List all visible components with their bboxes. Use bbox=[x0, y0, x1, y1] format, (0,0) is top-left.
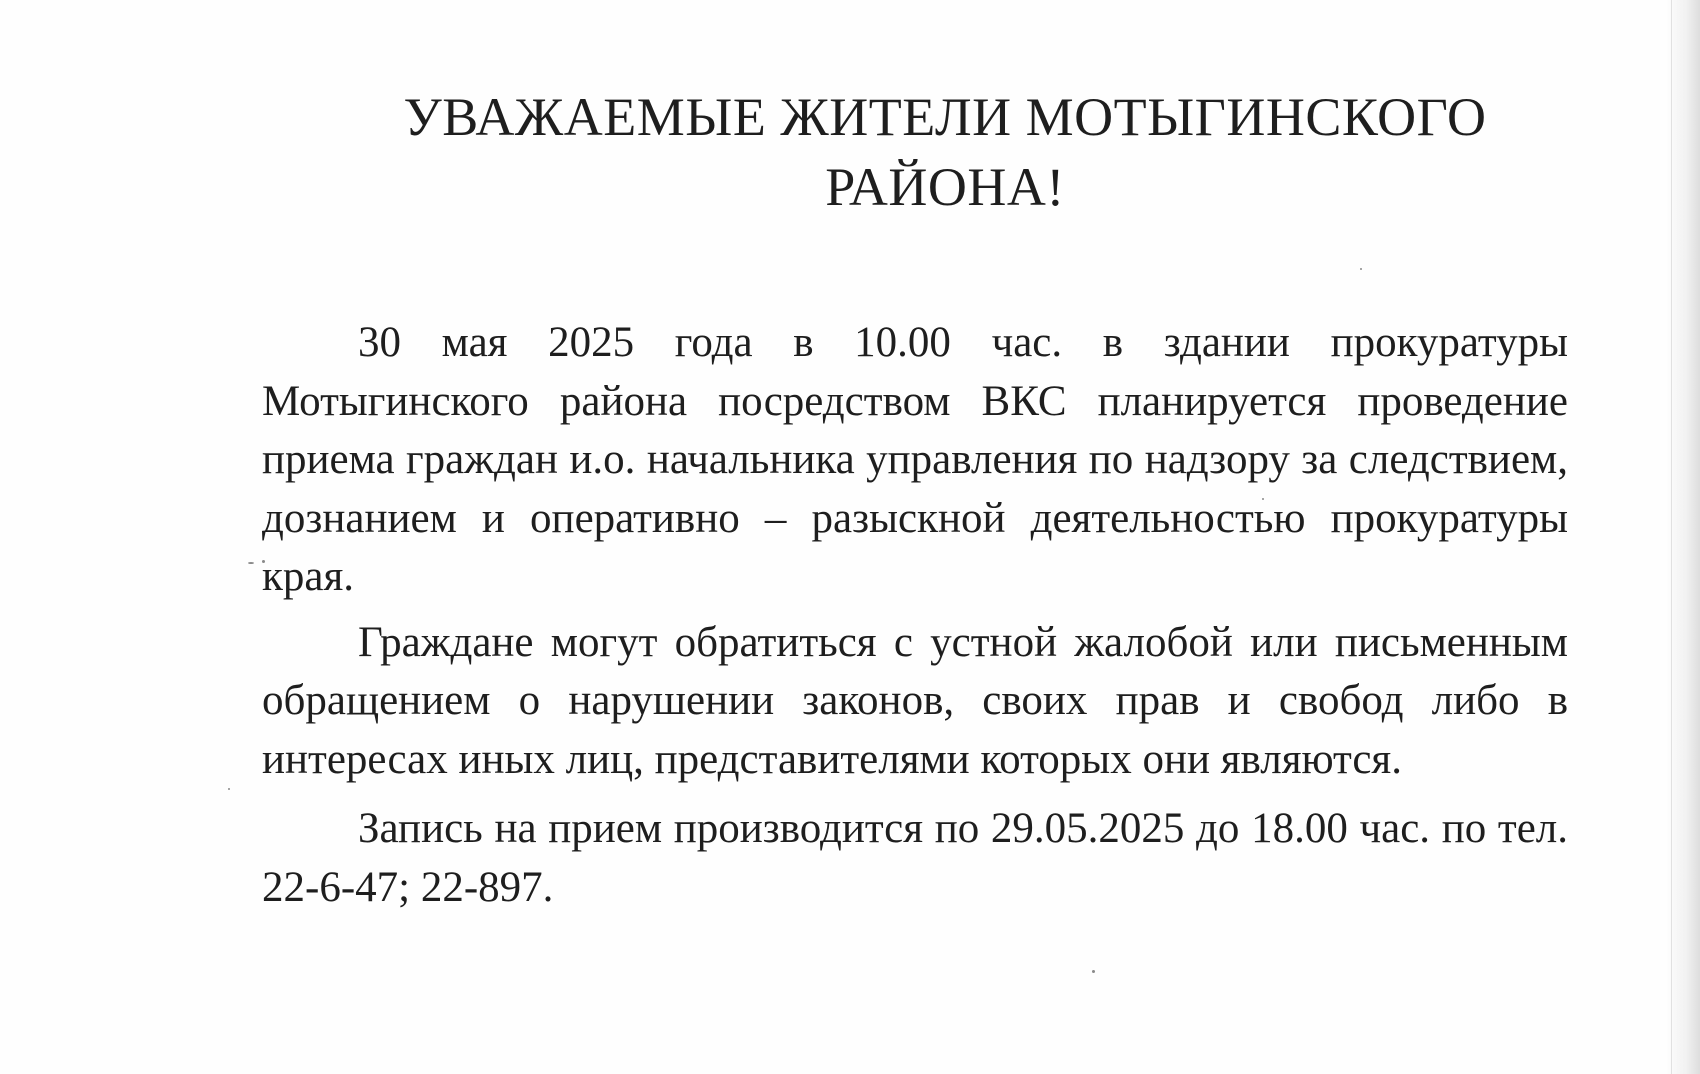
paragraph-registration-info: Запись на прием производится по 29.05.2025 до 18.00 час. по тел. 22-6-47; 22-897. bbox=[262, 805, 1568, 911]
notice-heading bbox=[262, 82, 1568, 222]
heading-line-2: РАЙОНА! bbox=[825, 157, 1065, 217]
scan-speck bbox=[228, 788, 230, 790]
page-edge-line bbox=[1671, 0, 1672, 1074]
heading-line-1: УВАЖАЕМЫЕ ЖИТЕЛИ МОТЫГИНСКОГО bbox=[403, 87, 1487, 147]
notice-document bbox=[262, 0, 1568, 917]
paragraph-complaint-info: Граждане могут обратиться с устной жалобой или письменным обращением о нарушении законов, своих прав и свобод либо в интересах иных лиц, представителями которых они являются. bbox=[262, 618, 1568, 783]
paragraph-reception-announcement: 30 мая 2025 года в 10.00 час. в здании прокуратуры Мотыгинского района посредством ВКС планируется проведение приема граждан и.о. начальника управления по надзору за следствием, дознанием и оперативно – разыскной деятельностью прокуратуры края. bbox=[262, 319, 1568, 600]
scan-speck bbox=[248, 562, 254, 564]
scan-speck bbox=[1092, 970, 1095, 973]
